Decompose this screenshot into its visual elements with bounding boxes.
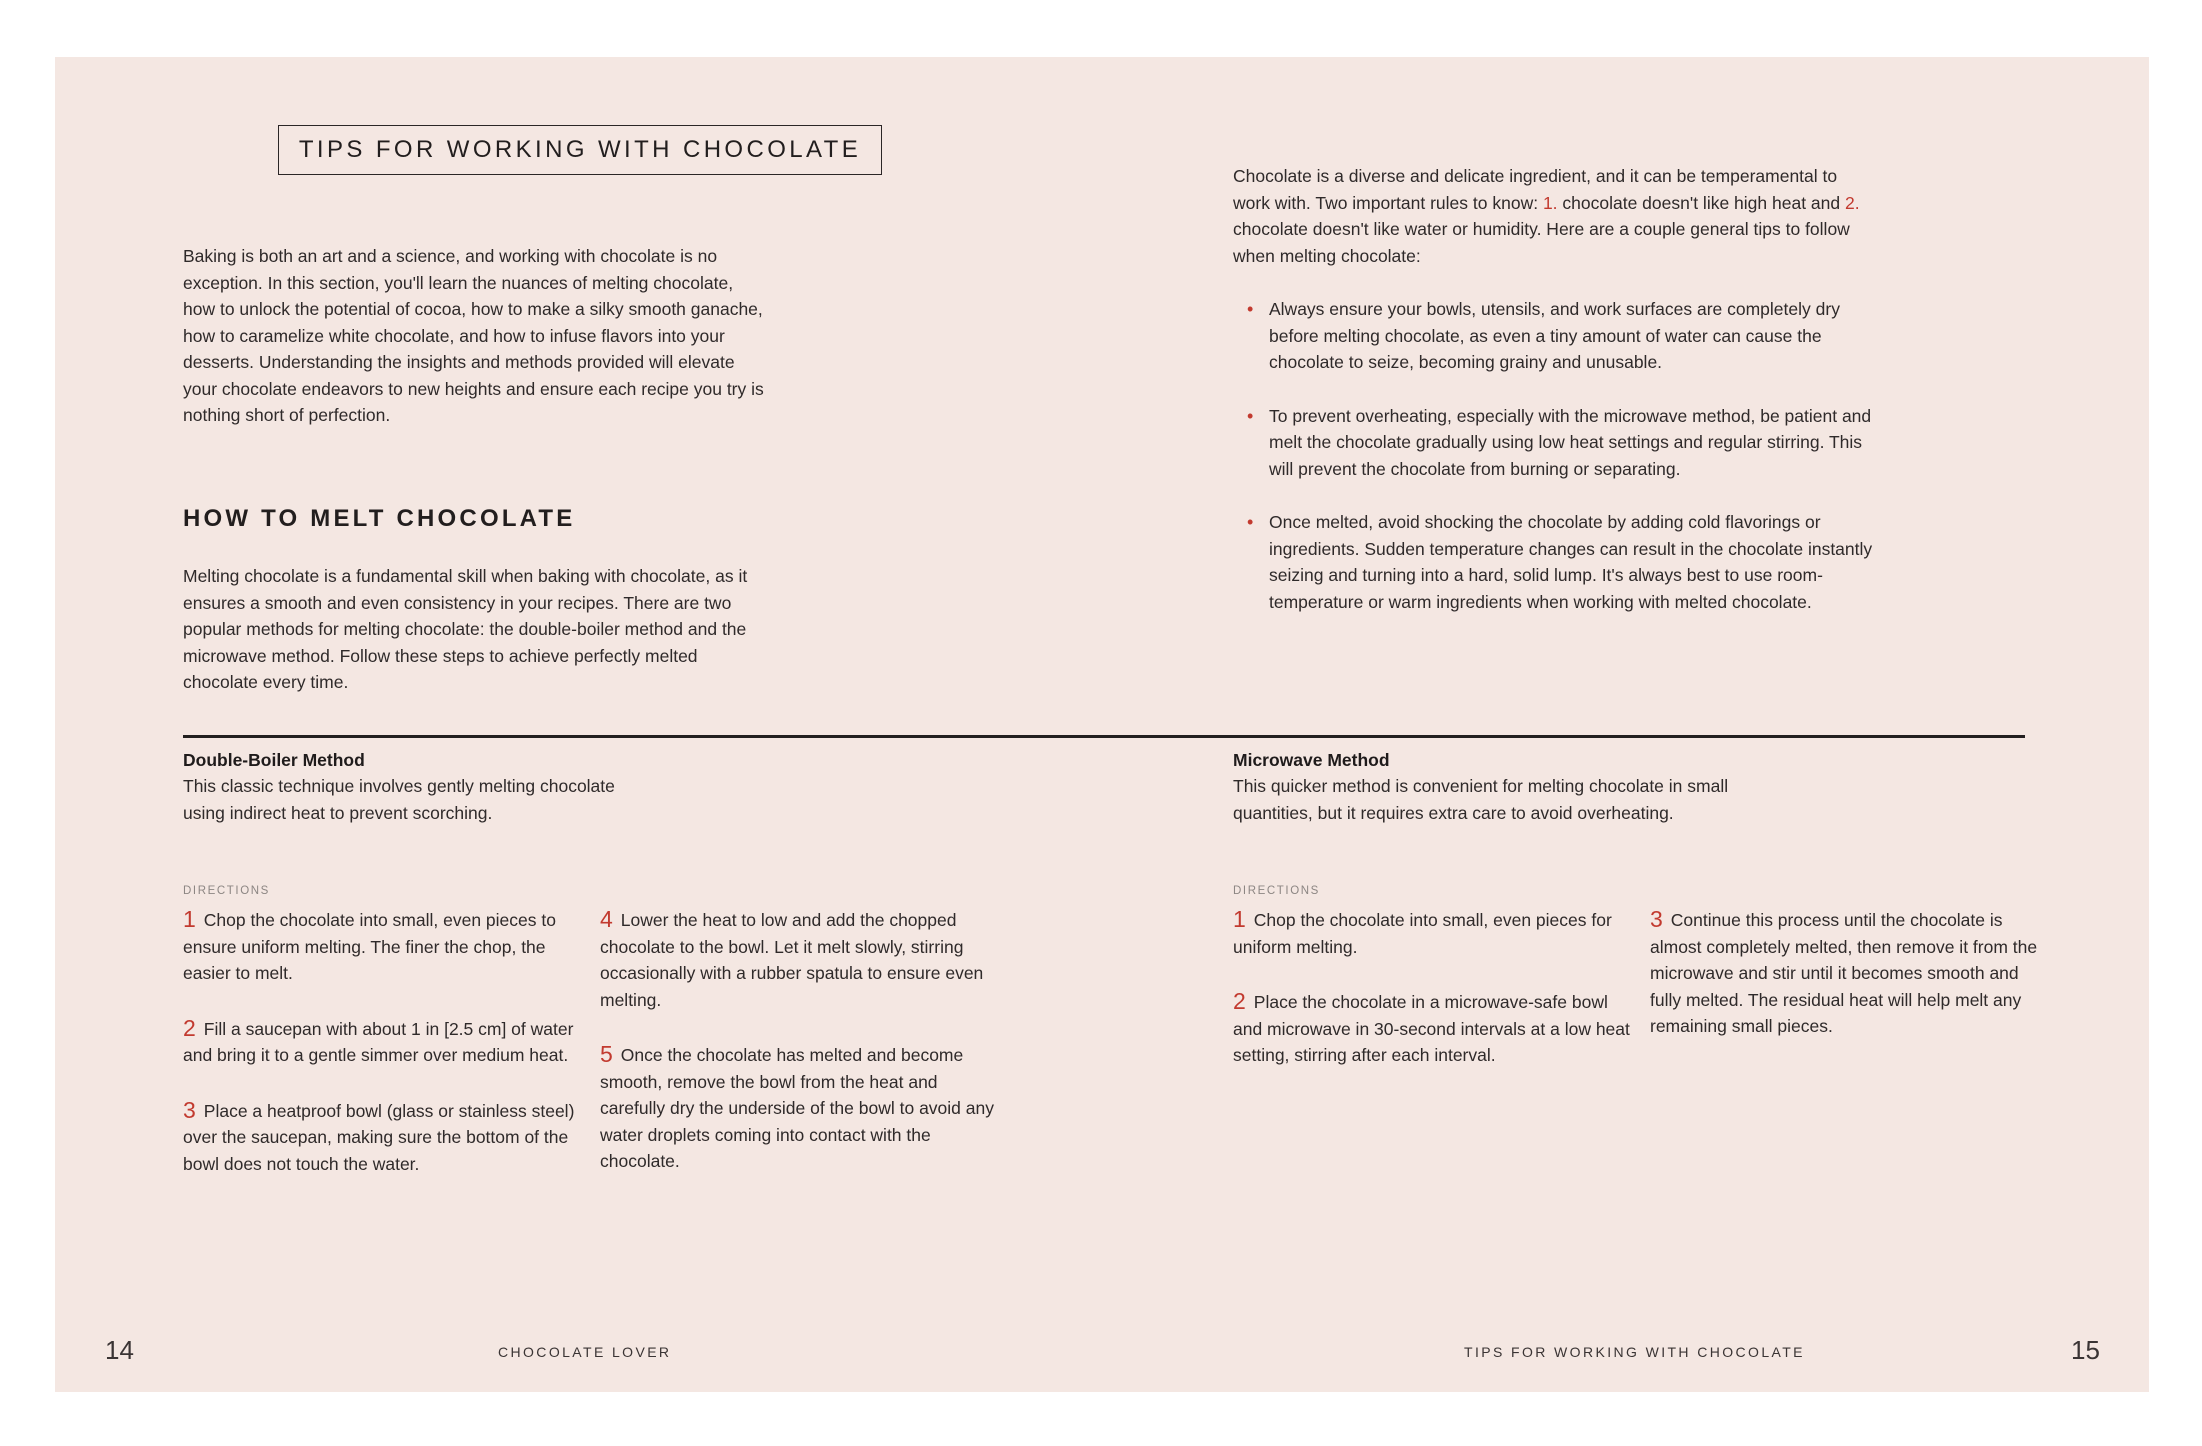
rules-paragraph: Chocolate is a diverse and delicate ingredient, and it can be temperamental to work with. Two important rules to know: 1. chocolate doesn't like high heat and 2. chocolate doesn't like water or humidity. Here are a couple general tips to follow when melting chocolate:	[1233, 166, 1860, 266]
running-head-right: TIPS FOR WORKING WITH CHOCOLATE	[1464, 1344, 1805, 1360]
page-number-left: 14	[105, 1335, 134, 1365]
list-item: • Always ensure your bowls, utensils, and work surfaces are completely dry before melting chocolate, as even a tiny amount of water can cause the chocolate to seize, becoming grainy and unusable.	[1233, 296, 1873, 376]
list-item: 2 Place the chocolate in a microwave-safe bowl and microwave in 30-second intervals at a low heat setting, stirring after each interval.	[1233, 988, 1630, 1065]
double-boiler-steps-col2	[600, 905, 1000, 1175]
section-title: TIPS FOR WORKING WITH CHOCOLATE	[278, 125, 882, 175]
book-spread	[55, 57, 2149, 1392]
microwave-directions-label: DIRECTIONS	[1233, 885, 1320, 897]
microwave-title: Microwave Method	[1233, 750, 1390, 770]
bullet-icon: •	[1247, 512, 1254, 532]
microwave-description: This quicker method is convenient for melting chocolate in small quantities, but it requires extra care to avoid overheating.	[1233, 776, 1729, 823]
intro-paragraph: Baking is both an art and a science, and working with chocolate is no exception. In this section, you'll learn the nuances of melting chocolate, how to unlock the potential of cocoa, how to make a silky smooth ganache, how to caramelize white chocolate, and how to infuse flavors into your desserts. Understanding the insights and methods provided will elevate your chocolate endeavors to new heights and ensure each recipe you try is nothing short of perfection.	[183, 246, 764, 425]
list-item: 2 Fill a saucepan with about 1 in [2.5 cm] of water and bring it to a gentle simmer over medium heat.	[183, 1014, 574, 1065]
running-head-left: CHOCOLATE LOVER	[498, 1344, 672, 1360]
list-item: 3 Place a heatproof bowl (glass or stainless steel) over the saucepan, making sure the bottom of the bowl does not touch the water.	[183, 1096, 575, 1174]
double-boiler-description: This classic technique involves gently melting chocolate using indirect heat to prevent scorching.	[183, 776, 615, 823]
list-item: 1 Chop the chocolate into small, even pieces for uniform melting.	[1233, 906, 1612, 957]
double-boiler-title: Double-Boiler Method	[183, 750, 365, 770]
list-item: 1 Chop the chocolate into small, even pieces to ensure uniform melting. The finer the chop, the easier to melt.	[183, 906, 556, 983]
list-item: • Once melted, avoid shocking the chocolate by adding cold flavorings or ingredients. Sudden temperature changes can result in the chocolate instantly seizing and turning into a hard, solid lump. It's always best to use room-temperature or warm ingredients when working with melted chocolate.	[1233, 509, 1873, 615]
bullet-icon: •	[1247, 299, 1254, 319]
page-number-right: 15	[2071, 1335, 2100, 1365]
tips-list	[1233, 296, 1873, 642]
bullet-icon: •	[1247, 405, 1254, 426]
list-item: 3 Continue this process until the chocolate is almost completely melted, then remove it from the microwave and stir until it becomes smooth and fully melted. The residual heat will help melt any remaining small pieces.	[1650, 906, 2038, 1036]
microwave-steps-col1	[1233, 905, 1633, 1069]
melt-intro-paragraph: Melting chocolate is a fundamental skill when baking with chocolate, as it ensures a smooth and even consistency in your recipes. There are two popular methods for melting chocolate: the double-boiler method and the microwave method. Follow these steps to achieve perfectly melted chocolate every time.	[183, 566, 748, 692]
subheading-melt: HOW TO MELT CHOCOLATE	[183, 505, 576, 532]
list-item: • To prevent overheating, especially with the microwave method, be patient and melt the chocolate gradually using low heat settings and regular stirring. This will prevent the chocolate from burning or separating.	[1233, 403, 1873, 483]
double-boiler-steps-col1	[183, 905, 583, 1177]
section-divider	[183, 735, 2025, 738]
list-item: 5 Once the chocolate has melted and become smooth, remove the bowl from the heat and carefully dry the underside of the bowl to avoid any water droplets coming into contact with the chocolate.	[600, 1041, 994, 1171]
list-item: 4 Lower the heat to low and add the chopped chocolate to the bowl. Let it melt slowly, stirring occasionally with a rubber spatula to ensure even melting.	[600, 906, 984, 1010]
rule-number-1: 1.	[1542, 192, 1558, 213]
double-boiler-directions-label: DIRECTIONS	[183, 885, 270, 897]
microwave-steps-col2	[1650, 905, 2050, 1040]
rule-number-2: 2.	[1844, 192, 1860, 213]
